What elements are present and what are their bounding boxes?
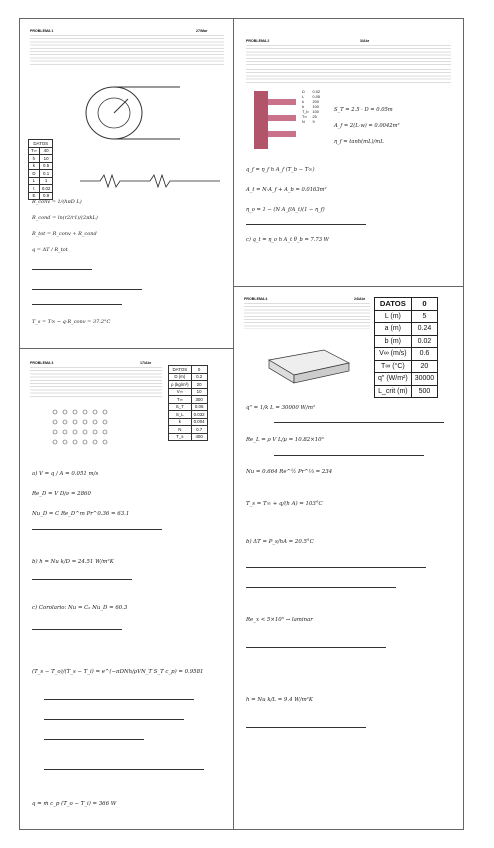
page-date: 24/Abr [354, 297, 366, 301]
page-title: PROBLEMA 1 [30, 29, 54, 33]
solution-page-2: PROBLEMA 2 3/Abr D 0.02 L 0.05 k 200 h 100 T_b 100 T∞ 25 N 9 S_T = 2.5 · D = 0.05m A_f = 2(L·w) = 0.0042m² η_f = tanh(mL)/mL q_f = η_f h A_f (T_b − T∞) A_t = N·A_f + A_b = 0.0163m² η_o = 1 − (N A_f/A_t)(1 − η_f) c) q_t = η_o h A_t θ_b = 7.73 W [233, 18, 464, 288]
page-date: 27/Mar [196, 29, 208, 33]
page-title: PROBLEMA 3 [30, 361, 54, 365]
data-table: D 0.02 L 0.05 k 200 h 100 T_b 100 T∞ 25 N 9 [302, 89, 320, 124]
plate-diagram [264, 345, 354, 385]
problem-statement [30, 35, 224, 65]
solution-page-3: PROBLEMA 3 17/Abr DATOS 0 D (m) 0.2 ρ (kg/m³) 20 V∞ 10 T∞ 300 S_T 0.06 S_L 0.032 k 0.004 N 0.7 T_s 400 a) V = q / A = 0.051 m/s Re_D = V D/ν = 2860 Nu_D = C Re_D^m Pr^0.36 = 63.1 b) h = Nu k/D = 24.51 W/m²K c) Corolario: Nu = C₂ Nu_D = 60.3 (T_s − T_o)/(T_s − T_i) = e^(−πDNh/ρVN_T S_T c_p) = 0.9581 q = ṁ c_p (T_o − T_i) = 366 W [19, 348, 235, 830]
solution-page-4: PROBLEMA 4 24/Abr DATOS 0 L (m) 5 a (m) 0.24 b (m) 0.02 V∞ (m/s) 0.6 T∞ (°C) 20 q" (W/m²) 30000 L_crit (m) 500 q" = 1/k L = 30000 W/m² Re_L = ρ V L/μ = 10.82×10³ Nu = 0.664 Re^½ Pr^⅓ = 234 T_s = T∞ + q/(h A) = 103°C b) ΔT = P_s/hA = 20.5°C Re_x < 5×10⁵ → laminar h = Nu k/L = 9.4 W/m²K [233, 286, 464, 830]
pipe-diagram [80, 81, 190, 151]
tube-bank-diagram [50, 407, 120, 449]
problem-questions [246, 69, 451, 83]
problem-statement [246, 45, 451, 67]
page-date: 17/Abr [140, 361, 152, 365]
data-table: DATOS T∞ 40 h 10 k 0.5 D 0.1 L 1 t 0.02 E 0.9 [28, 139, 53, 200]
data-table: DATOS 0 L (m) 5 a (m) 0.24 b (m) 0.02 V∞ (m/s) 0.6 T∞ (°C) 20 q" (W/m²) 30000 L_crit (m) 500 [374, 297, 438, 398]
fin-array-diagram [254, 91, 299, 149]
page-date: 3/Abr [360, 39, 370, 43]
page-title: PROBLEMA 2 [246, 39, 270, 43]
problem-statement [244, 303, 370, 329]
resistance-circuit [80, 171, 225, 191]
solution-page-1: PROBLEMA 1 27/Mar DATOS T∞ 40 h 10 k 0.5 D 0.1 L 1 t 0.02 E 0.9 R_conv = 1/(hπD L) R_cond = ln(r2/r1)/(2πkL) R_tot = R_conv + R_cond q = ΔT / R_tot T_s = T∞ − q·R_conv = 37.2°C [19, 18, 235, 350]
problem-statement [30, 367, 162, 399]
page-title: PROBLEMA 4 [244, 297, 268, 301]
data-table: DATOS 0 D (m) 0.2 ρ (kg/m³) 20 V∞ 10 T∞ 300 S_T 0.06 S_L 0.032 k 0.004 N 0.7 T_s 400 [168, 365, 208, 441]
